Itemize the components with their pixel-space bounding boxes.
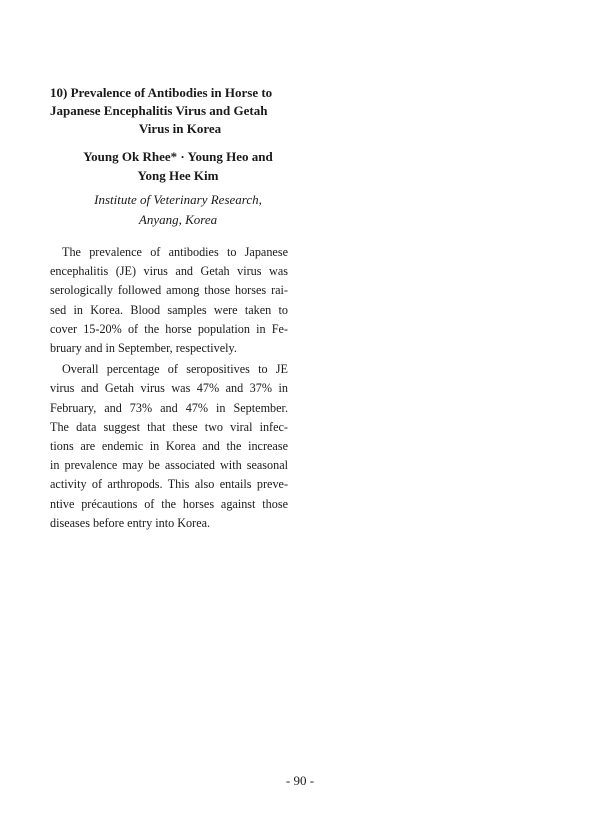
abstract-line: in prevalence may be associated with seasonal xyxy=(50,458,288,473)
abstract-body xyxy=(50,243,288,533)
abstract-line: tions are endemic in Korea and the increase xyxy=(50,439,288,454)
abstract-line: February, and 73% and 47% in September. xyxy=(50,400,288,415)
page-number: - 90 - xyxy=(285,773,315,788)
paper-title xyxy=(50,84,300,138)
abstract-line: virus and Getah virus was 47% and 37% in xyxy=(50,381,288,396)
title-line-2: Japanese Encephalitis Virus and Getah xyxy=(50,103,268,118)
abstract-paragraph-1 xyxy=(50,243,288,358)
abstract-line: Overall percentage of seropositives to JE xyxy=(62,362,288,377)
affiliation xyxy=(50,190,306,230)
abstract-line: sed in Korea. Blood samples were taken to xyxy=(50,302,288,317)
abstract-line: cover 15-20% of the horse population in Fe- xyxy=(50,321,288,336)
affiliation-line-1: Institute of Veterinary Research, xyxy=(94,192,262,207)
abstract-line: The data suggest that these two viral infec- xyxy=(50,419,288,434)
abstract-line: activity of arthropods. This also entails preve- xyxy=(50,477,288,492)
author-list xyxy=(50,147,306,185)
abstract-paragraph-2 xyxy=(50,360,288,533)
title-line-1: 10) Prevalence of Antibodies in Horse to xyxy=(50,85,273,100)
abstract-line: serologically followed among those horses rai- xyxy=(50,283,288,298)
abstract-line: diseases before entry into Korea. xyxy=(50,515,211,530)
abstract-line: ntive précautions of the horses against those xyxy=(50,496,288,511)
abstract-line: The prevalence of antibodies to Japanese xyxy=(62,245,288,259)
abstract-line: bruary and in September, respectively. xyxy=(50,341,237,356)
affiliation-line-2: Anyang, Korea xyxy=(138,212,218,227)
author-line-2: Yong Hee Kim xyxy=(137,168,219,183)
abstract-line: encephalitis (JE) virus and Getah virus was xyxy=(50,264,288,279)
title-line-3: Virus in Korea xyxy=(138,121,222,136)
author-line-1: Young Ok Rhee* · Young Heo and xyxy=(83,149,273,164)
